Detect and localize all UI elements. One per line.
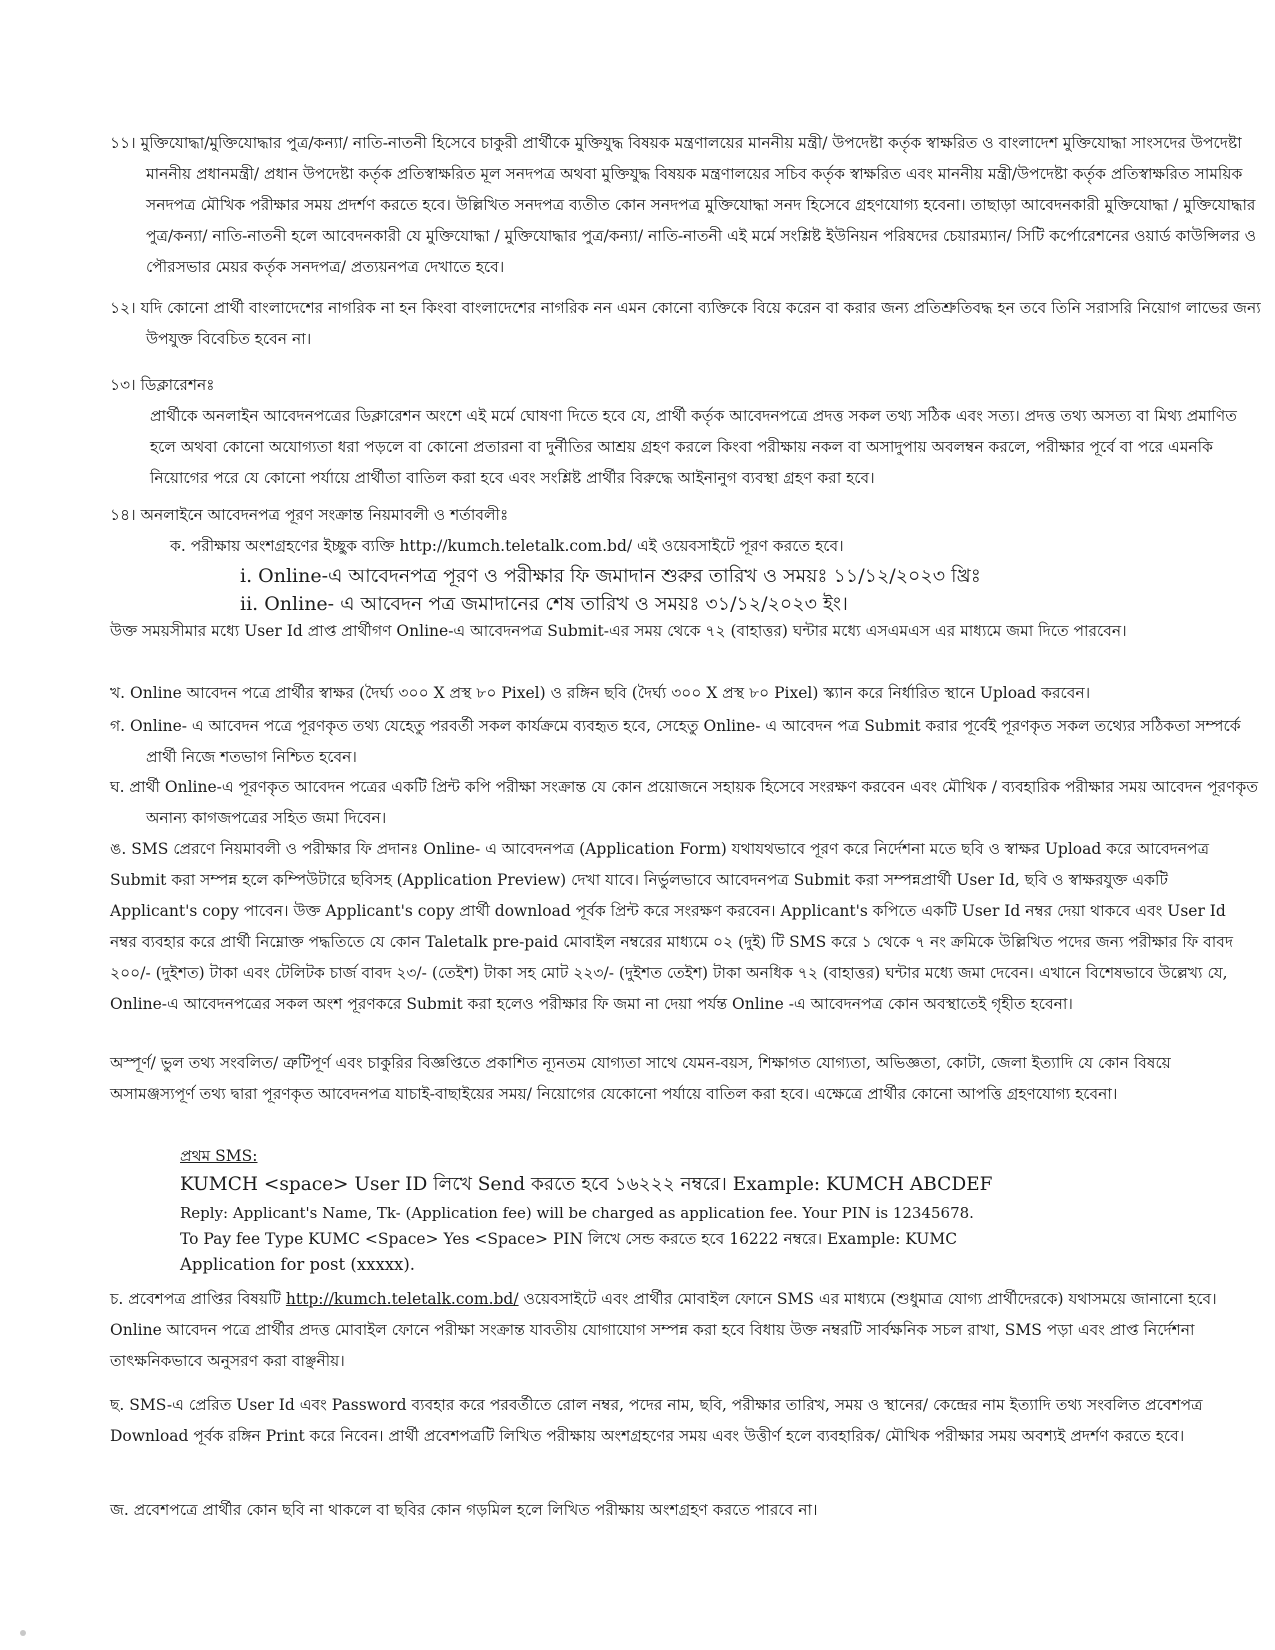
section-14-heading xyxy=(110,500,1240,531)
user-id-paragraph: উক্ত সময়সীমার মধ্যে User Id প্রাপ্ত প্রার্থীগণ Online-এ আবেদনপত্র Submit-এর সময় থেকে ৭২ (বাহাত্তর) ঘন্টার মধ্যে এসএমএস এর মাধ্যমে জমা দিতে পারবেন। xyxy=(110,622,1127,640)
section-13-heading xyxy=(110,370,1240,401)
sms-heading: প্রথম SMS: xyxy=(180,1147,258,1165)
section-number: ১২। xyxy=(110,299,136,317)
item-ga: গ. Online- এ আবেদন পত্রে পূরণকৃত তথ্য যেহেতু পরবর্তী সকল কার্যক্রমে ব্যবহৃত হবে, সেহেতু Online- এ আবেদন পত্র Submit করার পূর্বেই পূরণকৃত সকল তথ্যের সঠিকতা সম্পর্কে প্রার্থী নিজে শতভাগ নিশ্চিত হবেন। xyxy=(110,717,1241,766)
first-sms-block xyxy=(180,1143,1220,1278)
section-heading: ডিক্লারেশনঃ xyxy=(140,376,215,394)
item-cha xyxy=(110,1284,1240,1377)
section-text: যদি কোনো প্রার্থী বাংলাদেশের নাগরিক না হন কিংবা বাংলাদেশের নাগরিক নন এমন কোনো ব্যক্তিকে বিয়ে করেন বা করার জন্য প্রতিশ্রুতিবদ্ধ হন তবে তিনি সরাসরি নিয়োগ লাভের জন্য উপযুক্ত বিবেচিত হবেন না। xyxy=(140,299,1261,348)
item-gha: ঘ. প্রার্থী Online-এ পূরণকৃত আবেদন পত্রের একটি প্রিন্ট কপি পরীক্ষা সংক্রান্ত যে কোন প্রয়োজনে সহায়ক হিসেবে সংরক্ষণ করবেন এবং মৌখিক / ব্যবহারিক পরীক্ষার সময় আবেদন পূরণকৃত অনান্য কাগজপত্রের সহিত জমা দিবেন। xyxy=(110,778,1259,827)
sms-line-4: Application for post (xxxxx). xyxy=(180,1255,416,1274)
section-13 xyxy=(110,370,1240,494)
item-ii: ii. Online- এ আবেদন পত্র জমাদানের শেষ তারিখ ও সময়ঃ ৩১/১২/২০২৩ ইং। xyxy=(240,593,848,615)
scan-mark xyxy=(20,1630,26,1636)
section-text: মুক্তিযোদ্ধা/মুক্তিযোদ্ধার পুত্র/কন্যা/ নাতি-নাতনী হিসেবে চাকুরী প্রার্থীকে মুক্তিযুদ্ধ বিষয়ক মন্ত্রণালয়ের মাননীয় মন্ত্রী/ উপদেষ্টা কর্তৃক স্বাক্ষরিত ও বাংলাদেশ মুক্তিযোদ্ধা সাংসদের উপদেষ্টা মাননীয় প্রধানমন্ত্রী/ প্রধান উপদেষ্টা কর্তৃক প্রতিস্বাক্ষরিত মূল সনদপত্র অথবা মুক্তিযুদ্ধ বিষয়ক মন্ত্রণালয়ের সচিব কর্তৃক স্বাক্ষরিত এবং মাননীয় মন্ত্রী/উপদেষ্টা কর্তৃক প্রতিস্বাক্ষরিত সাময়িক সনদপত্র মৌখিক পরীক্ষার সময় প্রদর্শণ করতে হবে। উল্লিখিত সনদপত্র ব্যতীত কোন সনদপত্র মুক্তিযোদ্ধা সনদ হিসেবে গ্রহণযোগ্য হবেনা। তাছাড়া আবেদনকারী মুক্তিযোদ্ধা / মুক্তিযোদ্ধার পুত্র/কন্যা/ নাতি-নাতনী হলে আবেদনকারী যে মুক্তিযোদ্ধা / মুক্তিযোদ্ধার পুত্র/কন্যা/ নাতি-নাতনী এই মর্মে সংশ্লিষ্ট ইউনিয়ন পরিষদের চেয়ারম্যান/ সিটি কর্পোরেশনের ওয়ার্ড কাউন্সিলর ও পৌরসভার মেয়র কর্তৃক সনদপত্র/ প্রত্যয়নপত্র দেখাতে হবে। xyxy=(140,134,1256,276)
section-14 xyxy=(110,500,1240,618)
sms-line-2: Reply: Applicant's Name, Tk- (Application fee) will be charged as application fee. Your PIN is 12345678. xyxy=(180,1204,974,1222)
item-uma: ঙ. SMS প্রেরণে নিয়মাবলী ও পরীক্ষার ফি প্রদানঃ Online- এ আবেদনপত্র (Application Form) যথাযথভাবে পূরণ করে নির্দেশনা মতে ছবি ও স্বাক্ষর Upload করে আবেদনপত্র Submit করা সম্পন্ন হলে কম্পিউটারে ছবিসহ (Application Preview) দেখা যাবে। নির্ভুলভাবে আবেদনপত্র Submit করা সম্পন্নপ্রার্থী User Id, ছবি ও স্বাক্ষরযুক্ত একটি Applicant's copy পাবেন। উক্ত Applicant's copy প্রার্থী download পূর্বক প্রিন্ট করে সংরক্ষণ করবেন। Applicant's কপিতে একটি User Id নম্বর দেয়া থাকবে এবং User Id নম্বর ব্যবহার করে প্রার্থী নিম্নোক্ত পদ্ধতিতে যে কোন Taletalk pre-paid মোবাইল নম্বরের মাধ্যমে ০২ (দুই) টি SMS করে ১ থেকে ৭ নং ক্রমিকে উল্লিখিত পদের জন্য পরীক্ষার ফি বাবদ ২০০/- (দুইশত) টাকা এবং টেলিটক চার্জ বাবদ ২৩/- (তেইশ) টাকা সহ মোট ২২৩/- (দুইশত তেইশ) টাকা অনধিক ৭২ (বাহাত্তর) ঘন্টার মধ্যে জমা দেবেন। এখানে বিশেষভাবে উল্লেখ্য যে, Online-এ আবেদনপত্রের সকল অংশ পূরণকরে Submit করা হলেও পরীক্ষার ফি জমা না দেয়া পর্যন্ত Online -এ আবেদনপত্র কোন অবস্থাতেই গৃহীত হবেনা। xyxy=(110,840,1233,1013)
section-heading: অনলাইনে আবেদনপত্র পূরণ সংক্রান্ত নিয়মাবলী ও শর্তাবলীঃ xyxy=(140,506,509,524)
section-number: ১১। xyxy=(110,134,136,152)
sms-line-3: To Pay fee Type KUMC <Space> Yes <Space> PIN লিখে সেন্ড করতে হবে 16222 নম্বরে। Example: KUMC xyxy=(180,1230,958,1248)
section-11 xyxy=(110,128,1275,283)
section-text: প্রার্থীকে অনলাইন আবেদনপত্রের ডিক্লারেশন অংশে এই মর্মে ঘোষণা দিতে হবে যে, প্রার্থী কর্তৃক আবেদনপত্রে প্রদত্ত সকল তথ্য সঠিক এবং সত্য। প্রদত্ত তথ্য অসত্য বা মিথ্য প্রমাণিত হলে অথবা কোনো অযোগ্যতা ধরা পড়লে বা কোনো প্রতারনা বা দুর্নীতির আশ্রয় গ্রহণ করলে কিংবা পরীক্ষায় নকল বা অসাদুপায় অবলম্বন করলে, পরীক্ষার পূর্বে বা পরে এমনকি নিয়োগের পরে যে কোনো পর্যায়ে প্রার্থীতা বাতিল করা হবে এবং সংশ্লিষ্ট প্রার্থীর বিরুদ্ধে আইনানুগ ব্যবস্থা গ্রহণ করা হবে। xyxy=(150,407,1237,487)
item-ja: জ. প্রবেশপত্রে প্রার্থীর কোন ছবি না থাকলে বা ছবির কোন গড়মিল হলে লিখিত পরীক্ষায় অংশগ্রহণ করতে পারবে না। xyxy=(110,1501,818,1519)
section-number: ১৪। xyxy=(110,506,136,524)
section-number: ১৩। xyxy=(110,376,136,394)
item-cha-prefix: চ. প্রবেশপত্র প্রাপ্তির বিষয়টি xyxy=(110,1290,286,1308)
invalid-application-paragraph: অস্পূর্ণ/ ভুল তথ্য সংবলিত/ ত্রুটিপূর্ণ এবং চাকুরির বিজ্ঞপ্তিতে প্রকাশিত ন্যূনতম যোগ্যতা সাথে যেমন-বয়স, শিক্ষাগত যোগ্যতা, অভিজ্ঞতা, কোটা, জেলা ইত্যাদি যে কোন বিষয়ে অসামঞ্জস্যপূর্ণ তথ্য দ্বারা পূরণকৃত আবেদনপত্র যাচাই-বাছাইয়ের সময়/ নিয়োগের যেকোনো পর্যায়ে বাতিল করা হবে। এক্ষেত্রে প্রার্থীর কোনো আপত্তি গ্রহণযোগ্য হবেনা। xyxy=(110,1054,1171,1103)
item-cha-text: ওয়েবসাইটে এবং প্রার্থীর মোবাইল ফোনে SMS এর মাধ্যমে (শুধুমাত্র যোগ্য প্রার্থীদেরকে) যথাসময়ে জানানো হবে। Online আবেদন পত্রে প্রার্থীর প্রদত্ত মোবাইল ফোনে পরীক্ষা সংক্রান্ত যাবতীয় যোগাযোগ সম্পন্ন করা হবে বিধায় উক্ত নম্বরটি সার্বক্ষনিক সচল রাখা, SMS পড়া এবং প্রাপ্ত নির্দেশনা তাৎক্ষনিকভাবে অনুসরণ করা বাঞ্ছনীয়। xyxy=(110,1290,1217,1370)
item-ka: ক. পরীক্ষায় অংশগ্রহণের ইচ্ছুক ব্যক্তি http://kumch.teletalk.com.bd/ এই ওয়েবসাইটে পূরণ করতে হবে। xyxy=(170,537,844,555)
section-12 xyxy=(110,293,1275,355)
sms-line-1: KUMCH <space> User ID লিখে Send করতে হবে ১৬২২২ নম্বরে। Example: KUMCH ABCDEF xyxy=(180,1174,993,1195)
item-i: i. Online-এ আবেদনপত্র পূরণ ও পরীক্ষার ফি জমাদান শুরুর তারিখ ও সময়ঃ ১১/১২/২০২৩ খ্রিঃ xyxy=(240,565,981,587)
teletalk-link[interactable]: http://kumch.teletalk.com.bd/ xyxy=(285,1290,519,1308)
item-chha: ছ. SMS-এ প্রেরিত User Id এবং Password ব্যবহার করে পরবর্তীতে রোল নম্বর, পদের নাম, ছবি, পরীক্ষার তারিখ, সময় ও স্থানের/ কেন্দ্রের নাম ইত্যাদি তথ্য সংবলিত প্রবেশপত্র Download পূর্বক রঙ্গিন Print করে নিবেন। প্রার্থী প্রবেশপত্রটি লিখিত পরীক্ষায় অংশগ্রহণের সময় এবং উত্তীর্ণ হলে ব্যবহারিক/ মৌখিক পরীক্ষার সময় অবশ্যই প্রদর্শণ করতে হবে। xyxy=(110,1396,1203,1445)
item-kha: খ. Online আবেদন পত্রে প্রার্থীর স্বাক্ষর (দৈর্ঘ্য ৩০০ X প্রস্থ ৮০ Pixel) ও রঙ্গিন ছবি (দৈর্ঘ্য ৩০০ X প্রস্থ ৮০ Pixel) স্ক্যান করে নির্ধারিত স্থানে Upload করবেন। xyxy=(110,684,1091,702)
